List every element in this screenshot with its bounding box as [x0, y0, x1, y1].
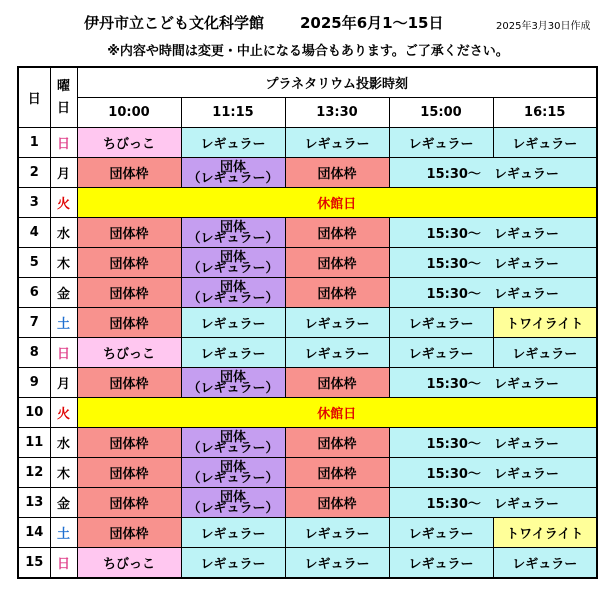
group-regular-slot — [181, 218, 285, 248]
time-header: 16:15 — [493, 98, 597, 128]
weekday: 水 — [50, 428, 77, 458]
closed-day-slot: 休館日 — [77, 398, 597, 428]
group-regular-top: 団体 — [219, 429, 246, 445]
weekday: 月 — [50, 368, 77, 398]
facility-name: 伊丹市立こども文化科学館 — [84, 14, 265, 32]
group-regular-bottom: （レギュラー） — [187, 440, 279, 456]
weekday: 火 — [50, 188, 77, 218]
regular-slot: レギュラー — [285, 338, 389, 368]
late-regular-slot: 15:30～ レギュラー — [389, 278, 597, 308]
group-regular-bottom: （レギュラー） — [187, 230, 279, 246]
table-row — [18, 278, 597, 308]
group-regular-slot — [181, 428, 285, 458]
regular-slot: レギュラー — [389, 128, 493, 158]
regular-slot: レギュラー — [493, 338, 597, 368]
day-number: 3 — [18, 188, 50, 218]
table-row — [18, 338, 597, 368]
group-regular-top: 団体 — [219, 489, 246, 505]
group-regular-bottom: （レギュラー） — [187, 290, 279, 306]
table-row — [18, 218, 597, 248]
late-regular-slot: 15:30～ レギュラー — [389, 368, 597, 398]
late-regular-slot: 15:30～ レギュラー — [389, 218, 597, 248]
weekday: 木 — [50, 248, 77, 278]
time-header: 10:00 — [77, 98, 181, 128]
weekday: 火 — [50, 398, 77, 428]
regular-slot: レギュラー — [181, 308, 285, 338]
twilight-slot: トワイライト — [493, 518, 597, 548]
day-number: 5 — [18, 248, 50, 278]
closed-day-slot: 休館日 — [77, 188, 597, 218]
weekday: 水 — [50, 218, 77, 248]
regular-slot: レギュラー — [181, 338, 285, 368]
group-regular-bottom: （レギュラー） — [187, 170, 279, 186]
late-regular-slot: 15:30～ レギュラー — [389, 458, 597, 488]
group-regular-top: 団体 — [219, 219, 246, 235]
group-regular-bottom: （レギュラー） — [187, 380, 279, 396]
group-regular-slot — [181, 158, 285, 188]
regular-slot: レギュラー — [389, 518, 493, 548]
group-slot: 団体枠 — [77, 488, 181, 518]
group-regular-slot — [181, 458, 285, 488]
day-number: 7 — [18, 308, 50, 338]
regular-slot: レギュラー — [181, 518, 285, 548]
group-slot: 団体枠 — [77, 158, 181, 188]
group-slot: 団体枠 — [77, 428, 181, 458]
table-row — [18, 248, 597, 278]
group-regular-bottom: （レギュラー） — [187, 260, 279, 276]
group-regular-top: 団体 — [219, 279, 246, 295]
regular-slot: レギュラー — [493, 548, 597, 579]
day-number: 12 — [18, 458, 50, 488]
weekday: 金 — [50, 488, 77, 518]
regular-slot: レギュラー — [285, 518, 389, 548]
group-regular-slot — [181, 368, 285, 398]
planetarium-times-header: プラネタリウム投影時刻 — [77, 67, 597, 98]
day-number: 6 — [18, 278, 50, 308]
group-slot: 団体枠 — [77, 458, 181, 488]
group-regular-bottom: （レギュラー） — [187, 470, 279, 486]
table-row — [18, 308, 597, 338]
regular-slot: レギュラー — [181, 128, 285, 158]
time-header: 15:00 — [389, 98, 493, 128]
day-column-header: 日 — [18, 67, 50, 128]
group-slot: 団体枠 — [77, 218, 181, 248]
weekday-column-header — [50, 67, 77, 128]
regular-slot: レギュラー — [285, 128, 389, 158]
group-slot: 団体枠 — [77, 248, 181, 278]
weekday: 土 — [50, 518, 77, 548]
weekday: 土 — [50, 308, 77, 338]
weekday: 月 — [50, 158, 77, 188]
group-regular-top: 団体 — [219, 459, 246, 475]
group-slot: 団体枠 — [77, 368, 181, 398]
group-slot: 団体枠 — [77, 308, 181, 338]
date-range: 2025年6月1～15日 — [300, 14, 444, 32]
group-slot: 団体枠 — [285, 248, 389, 278]
group-regular-slot — [181, 278, 285, 308]
table-row — [18, 488, 597, 518]
day-number: 11 — [18, 428, 50, 458]
regular-slot: レギュラー — [389, 308, 493, 338]
group-regular-top: 団体 — [219, 369, 246, 385]
group-slot: 団体枠 — [285, 428, 389, 458]
table-row — [18, 428, 597, 458]
table-row — [18, 158, 597, 188]
group-slot: 団体枠 — [285, 458, 389, 488]
regular-slot: レギュラー — [493, 128, 597, 158]
created-date: 2025年3月30日作成 — [496, 21, 591, 32]
late-regular-slot: 15:30～ レギュラー — [389, 248, 597, 278]
table-row — [18, 128, 597, 158]
table-row — [18, 458, 597, 488]
day-number: 15 — [18, 548, 50, 579]
group-slot: 団体枠 — [285, 278, 389, 308]
table-row — [18, 548, 597, 579]
day-number: 13 — [18, 488, 50, 518]
twilight-slot: トワイライト — [493, 308, 597, 338]
chibikko-slot: ちびっこ — [77, 338, 181, 368]
chibikko-slot: ちびっこ — [77, 548, 181, 579]
planetarium-schedule-table — [17, 66, 598, 579]
weekday-header-text: 曜日 — [56, 78, 70, 116]
group-regular-top: 団体 — [219, 159, 246, 175]
day-number: 4 — [18, 218, 50, 248]
time-header: 11:15 — [181, 98, 285, 128]
day-number: 8 — [18, 338, 50, 368]
regular-slot: レギュラー — [389, 338, 493, 368]
late-regular-slot: 15:30～ レギュラー — [389, 488, 597, 518]
weekday: 金 — [50, 278, 77, 308]
time-header: 13:30 — [285, 98, 389, 128]
group-regular-slot — [181, 488, 285, 518]
group-slot: 団体枠 — [77, 278, 181, 308]
weekday: 木 — [50, 458, 77, 488]
group-slot: 団体枠 — [285, 218, 389, 248]
day-number: 10 — [18, 398, 50, 428]
late-regular-slot: 15:30～ レギュラー — [389, 158, 597, 188]
day-number: 9 — [18, 368, 50, 398]
group-regular-bottom: （レギュラー） — [187, 500, 279, 516]
group-regular-slot — [181, 248, 285, 278]
regular-slot: レギュラー — [181, 548, 285, 579]
late-regular-slot: 15:30～ レギュラー — [389, 428, 597, 458]
notice-text: ※内容や時間は変更・中止になる場合もあります。ご了承ください。 — [107, 44, 509, 59]
table-row — [18, 188, 597, 218]
regular-slot: レギュラー — [285, 308, 389, 338]
group-slot: 団体枠 — [285, 158, 389, 188]
chibikko-slot: ちびっこ — [77, 128, 181, 158]
day-number: 2 — [18, 158, 50, 188]
group-slot: 団体枠 — [77, 518, 181, 548]
group-regular-top: 団体 — [219, 249, 246, 265]
regular-slot: レギュラー — [285, 548, 389, 579]
day-number: 1 — [18, 128, 50, 158]
weekday: 日 — [50, 338, 77, 368]
regular-slot: レギュラー — [389, 548, 493, 579]
weekday: 日 — [50, 128, 77, 158]
table-row — [18, 368, 597, 398]
day-number: 14 — [18, 518, 50, 548]
table-row — [18, 398, 597, 428]
weekday: 日 — [50, 548, 77, 579]
group-slot: 団体枠 — [285, 368, 389, 398]
table-row — [18, 518, 597, 548]
group-slot: 団体枠 — [285, 488, 389, 518]
